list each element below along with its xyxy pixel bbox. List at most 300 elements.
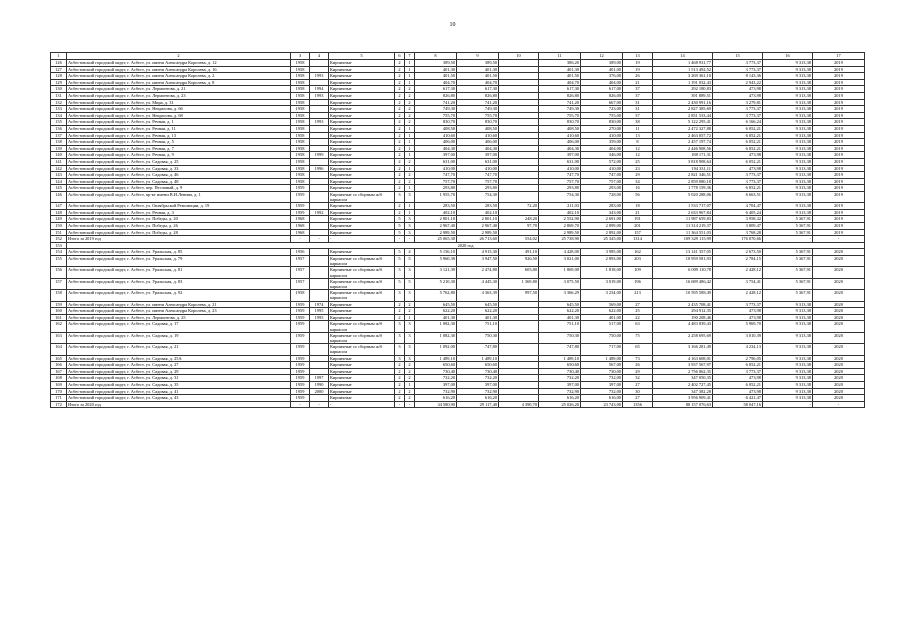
table-cell: 4 915,30 [457,249,499,256]
table-cell: 397,00 [581,382,623,389]
table-cell [310,355,329,362]
address-cell: Асбестовский городской округ, г. Асбест, ул. Садовая, д. 48 [67,178,291,185]
table-cell: - [329,401,395,408]
table-cell: 2019 [813,79,865,86]
table-cell: 2 691,00 [581,216,623,223]
table-cell: 1993 [310,119,329,126]
column-header: 6 [395,53,405,60]
table-cell: 5 [395,223,405,230]
table-cell: 2 [395,79,405,86]
table-cell: 747,80 [457,344,499,355]
table-cell: 4 483 839,43 [653,321,713,332]
table-cell: 730,40 [457,368,499,375]
table-cell: Кирпичные [329,178,395,185]
table-cell [499,229,539,236]
table-cell: 1959 [291,395,310,402]
table-cell: 190 208,46 [653,314,713,321]
table-cell: 213 [623,290,653,301]
table-cell: 404,30 [457,145,499,152]
table-cell: 2 [395,99,405,106]
address-cell: Асбестовский городской округ, г. Асбест, ул. Лермонтова, д. 21 [67,86,291,93]
table-cell: 401,30 [539,314,581,321]
table-cell: 410,60 [457,132,499,139]
table-cell: 293,80 [415,185,457,192]
table-cell: 2 [405,395,415,402]
column-header: 9 [457,53,499,60]
table-cell: 1 082,30 [415,321,457,332]
table-cell: 617,00 [581,86,623,93]
table-cell [310,344,329,355]
row-number: 129 [51,79,67,86]
table-cell: 1 778 159,36 [653,185,713,192]
column-header: 12 [581,53,623,60]
table-cell: 1958 [291,73,310,80]
address-cell: Асбестовский городской округ, г. Асбест, ул. Некрасова, д. 68 [67,112,291,119]
table-cell: 157 [623,229,653,236]
row-number: 140 [51,152,67,159]
table-cell: 408,50 [539,125,581,132]
address-cell: Асбестовский городской округ, г. Асбест, ул. Уральская, д. 85 [67,249,291,256]
table-row [51,112,865,119]
table-cell: 34 580,90 [415,401,457,408]
table-cell: 4 428,00 [539,249,581,256]
column-header: 4 [310,53,329,60]
table-cell: 406,00 [457,139,499,146]
table-cell: 3 773,37 [713,112,763,119]
row-number: 169 [51,382,67,389]
row-number: 133 [51,106,67,113]
table-cell: 517,00 [581,321,623,332]
table-cell: 29 [623,368,653,375]
table-cell: 397,00 [457,382,499,389]
table-cell: 3 947,50 [457,256,499,267]
table-cell [310,145,329,152]
table-cell: 3 [405,229,415,236]
table-cell: 404,70 [415,79,457,86]
table-cell [310,185,329,192]
row-number: 159 [51,301,67,308]
row-number: 148 [51,209,67,216]
table-cell: 34 [623,178,653,185]
address-cell: Асбестовский городской округ, г. Асбест, ул. имени Александра Королева, д. 12 [67,60,291,67]
table-cell: 3 818 908,64 [653,158,713,165]
table-cell: 1 [405,152,415,159]
table-cell: 3 985,00 [581,249,623,256]
row-number: 131 [51,92,67,99]
table-cell: 9 313,38 [763,209,813,216]
table-cell: 347 050,35 [653,375,713,382]
table-cell: 3 [405,321,415,332]
table-row [51,79,865,86]
table-cell [310,112,329,119]
table-cell: 401,00 [581,314,623,321]
table-cell: 749,30 [457,106,499,113]
table-cell: 3 234,00 [581,290,623,301]
table-cell: 751,10 [539,321,581,332]
table-cell: 25 738,90 [539,236,581,243]
table-cell: 2020 [813,278,865,289]
table-cell: 2 989,50 [457,229,499,236]
table-cell: 1 [405,139,415,146]
table-cell: 2019 [813,178,865,185]
table-row [51,375,865,382]
table-cell: 2 [405,308,415,315]
table-cell: 747,00 [581,172,623,179]
table-cell: 2 [405,106,415,113]
table-cell: 830,70 [415,119,457,126]
table-cell: 3 279,81 [713,99,763,106]
table-cell: 747,70 [415,172,457,179]
table-cell: 2 [405,92,415,99]
table-cell: 1995 [310,308,329,315]
table-cell: 9 313,38 [763,60,813,67]
table-cell: 1 955,70 [415,191,457,202]
table-row [51,382,865,389]
table-cell: 5 [395,249,405,256]
table-cell: 1958 [291,60,310,67]
address-cell: Асбестовский городской округ, г. Асбест, ул. Садовая, д. 17 [67,321,291,332]
row-number: 143 [51,172,67,179]
address-cell: Асбестовский городской округ, г. Асбест, ул. Садовая, д. 33 [67,165,291,172]
table-cell: 9 313,38 [763,395,813,402]
table-cell: 2 [405,112,415,119]
table-cell: 386,20 [539,60,581,67]
table-cell: 2019 [813,112,865,119]
table-cell: 3 773,37 [713,178,763,185]
row-number: 170 [51,388,67,395]
table-cell: 1959 [291,368,310,375]
table-cell: 25 026,20 [539,401,581,408]
table-cell: 27 [623,382,653,389]
table-cell: 2 [395,185,405,192]
table-cell [310,106,329,113]
table-cell [310,368,329,375]
column-header: 10 [499,53,539,60]
table-cell: Кирпичные [329,139,395,146]
table-cell: 741,20 [415,99,457,106]
table-row [51,368,865,375]
table-cell: 1 191 032,43 [653,79,713,86]
address-cell: Асбестовский городской округ, г. Асбест, ул. Речная, д. 7 [67,145,291,152]
table-cell: 9 313,38 [763,158,813,165]
table-cell: 1958 [291,290,310,301]
address-cell: Асбестовский городской округ, г. Асбест, ул. Победы, д. 20 [67,216,291,223]
table-cell: 2 435 708,41 [653,301,713,308]
table-cell: 9 313,38 [763,79,813,86]
table-cell: 9 313,38 [763,99,813,106]
table-cell: 12 [623,145,653,152]
table-cell: 830,00 [581,119,623,126]
table-cell: 1 489,10 [539,355,581,362]
table-cell: 826,00 [581,92,623,99]
table-cell: Кирпичные [329,60,395,67]
table-cell: 9 313,38 [763,145,813,152]
page-number: 10 [449,22,456,28]
table-row [51,314,865,321]
table-cell: 1958 [291,79,310,86]
row-number: 152 [51,236,67,243]
table-cell: 617,30 [415,86,457,93]
table-cell [499,73,539,80]
table-cell [499,375,539,382]
table-cell [310,256,329,267]
table-cell: 732,20 [415,375,457,382]
table-cell: 2 [405,158,415,165]
table-cell: 2 [395,314,405,321]
table-cell [499,86,539,93]
table-cell: - [405,401,415,408]
table-cell: 1 369,80 [499,278,539,289]
table-cell: 3 773,37 [713,106,763,113]
table-cell: 9 313,38 [763,203,813,210]
table-cell: 2019 [813,139,865,146]
table-cell: 723,00 [581,106,623,113]
table-cell: 2019 [813,145,865,152]
table-cell: 1 [405,79,415,86]
table-row [51,152,865,159]
table-cell: 6 052,21 [713,158,763,165]
table-cell: 2 [395,203,405,210]
table-cell: 9 313,38 [763,301,813,308]
table-cell: 283,00 [581,203,623,210]
table-cell: Кирпичные со сборным ж/б каркасом [329,278,395,289]
table-cell: 2019 [813,92,865,99]
table-cell: 2 [395,132,405,139]
table-cell: 1 [405,60,415,67]
table-cell: 397,00 [415,382,457,389]
table-row [51,106,865,113]
table-cell: 29 117,40 [457,401,499,408]
table-cell: 5 [405,278,415,289]
table-cell: 72,20 [499,203,539,210]
table-cell: 402,10 [415,209,457,216]
table-cell: 37 [623,92,653,99]
table-cell: 3 773,37 [713,66,763,73]
table-cell: 2000 [310,388,329,395]
table-cell [310,125,329,132]
table-cell: 1959 [291,314,310,321]
table-cell [499,355,539,362]
row-number: 127 [51,66,67,73]
row-number: 149 [51,216,67,223]
table-cell [310,172,329,179]
address-cell: Асбестовский городской округ, г. Асбест, ул. Садовая, д. 25 [67,158,291,165]
table-row [51,355,865,362]
table-cell: 754,30 [539,191,581,202]
address-cell: Асбестовский городской округ, г. Асбест, ул. Речная, д. 13 [67,132,291,139]
row-number: 155 [51,256,67,267]
table-cell: 25 065,30 [415,236,457,243]
table-cell: 1968 [291,229,310,236]
table-cell: 1959 [291,362,310,369]
table-cell: 6 405,24 [713,209,763,216]
table-row [51,73,865,80]
table-cell: 757,70 [457,178,499,185]
table-cell: 1959 [291,321,310,332]
table-cell: 1 489,00 [581,355,623,362]
table-cell: Кирпичные [329,125,395,132]
table-cell: 16 689 486,42 [653,278,713,289]
table-cell: 9 313,38 [763,92,813,99]
table-cell: 3 768,28 [713,229,763,236]
table-cell: 2019 [813,106,865,113]
table-cell: 622,20 [539,308,581,315]
table-cell: 9 313,38 [763,66,813,73]
table-cell: 741,20 [539,99,581,106]
address-cell: Асбестовский городской округ, г. Асбест, ул. Уральская, д. 83 [67,278,291,289]
table-cell: Кирпичные [329,119,395,126]
address-cell: Асбестовский городской округ, г. Асбест, ул. Лермонтова, д. 25 [67,314,291,321]
table-cell: 2019 [813,223,865,230]
row-number: 156 [51,267,67,278]
table-cell: 56 [623,191,653,202]
table-cell: 25 345,00 [581,236,623,243]
table-row [51,388,865,395]
table-cell: 473,98 [713,314,763,321]
table-cell: 3 010,39 [713,332,763,343]
table-cell: 830,70 [539,119,581,126]
row-number: 141 [51,158,67,165]
table-cell: 1 533 717,07 [653,203,713,210]
table-cell: 2019 [813,152,865,159]
table-cell: 4 704,47 [713,203,763,210]
table-cell: 404,70 [539,79,581,86]
table-cell: 757,70 [415,178,457,185]
table-cell: 4 390,70 [499,401,539,408]
column-header: 7 [405,53,415,60]
table-cell: 757,00 [581,178,623,185]
table-cell: 6 421,47 [713,395,763,402]
table-cell: 2 [405,99,415,106]
table-row [51,119,865,126]
table-cell: 1958 [291,92,310,99]
row-number: 138 [51,139,67,146]
address-cell: Асбестовский городской округ, г. Асбест, ул. Садовая, д. 31 [67,375,291,382]
table-cell: 1957 [291,278,310,289]
table-cell [310,191,329,202]
table-cell: Кирпичные [329,216,395,223]
table-cell: 2 474,80 [457,267,499,278]
row-number: 166 [51,362,67,369]
table-cell: Кирпичные [329,395,395,402]
table-cell: 2 [395,382,405,389]
table-cell: 2020 [813,308,865,315]
table-cell: 2 801,10 [457,216,499,223]
table-cell: 751,10 [457,321,499,332]
row-number: 168 [51,375,67,382]
table-cell: 2019 [813,191,865,202]
table-cell: 754,30 [457,191,499,202]
table-row [51,145,865,152]
table-cell: 9 313,38 [763,132,813,139]
table-cell [310,223,329,230]
table-cell: 730,40 [539,368,581,375]
table-cell: 616,20 [415,395,457,402]
table-cell: 617,30 [457,86,499,93]
table-cell: 293,80 [539,185,581,192]
table-cell: 283,50 [415,203,457,210]
table-cell: 32 [623,375,653,382]
table-cell: 5 960,39 [415,256,457,267]
table-cell: 401,30 [415,314,457,321]
table-cell [310,321,329,332]
table-cell: 1968 [291,223,310,230]
table-cell: 2019 [813,66,865,73]
table-cell: 730,40 [415,368,457,375]
table-cell: 1 [405,165,415,172]
row-number: 145 [51,185,67,192]
table-cell: 1959 [291,209,310,216]
table-cell: 9 313,38 [763,368,813,375]
table-row [51,267,865,278]
table-cell: 3 021,00 [539,256,581,267]
table-cell: Кирпичные [329,172,395,179]
address-cell: Асбестовский городской округ, г. Асбест, ул. имени Александра Королева, д. 2 [67,73,291,80]
table-cell: 2 [395,66,405,73]
table-cell: 30 [623,388,653,395]
table-cell: 2 989,50 [539,229,581,236]
table-cell [499,79,539,86]
address-cell: Асбестовский городской округ, г. Асбест, ул. Садовая, д. 41 [67,388,291,395]
table-cell: 397,00 [539,382,581,389]
table-cell: Кирпичные [329,112,395,119]
address-cell: Асбестовский городской округ, г. Асбест, ул. Речная, д. 11 [67,125,291,132]
table-cell [499,92,539,99]
table-cell: 826,80 [415,92,457,99]
table-cell: 13 [623,132,653,139]
table-cell: 2019 [813,132,865,139]
address-cell: Асбестовский городской округ, г. Асбест, ул. Мира, д. 31 [67,99,291,106]
table-cell: Кирпичные со сборным ж/б каркасом [329,290,395,301]
table-cell: 9 313,38 [763,332,813,343]
table-row [51,132,865,139]
table-cell: 2019 [813,125,865,132]
table-cell: 3 075,50 [539,278,581,289]
table-cell [499,382,539,389]
table-cell: 2 [405,301,415,308]
table-cell: - [395,236,405,243]
table-row [51,321,865,332]
table-cell: Кирпичные [329,308,395,315]
table-cell [499,112,539,119]
table-cell: 9 313,38 [763,362,813,369]
table-cell: Кирпичные [329,301,395,308]
address-cell: Асбестовский городской округ, г. Асбест, ул. Уральская, д. 79 [67,256,291,267]
table-cell: 631,00 [539,158,581,165]
table-cell: 3 [405,355,415,362]
table-cell: 6 052,21 [713,382,763,389]
table-cell [310,66,329,73]
table-cell: 473,98 [713,388,763,395]
address-cell: Асбестовский городской округ, г. Асбест, ул. Садовая, д. 43 [67,395,291,402]
table-cell [499,125,539,132]
table-row [51,256,865,267]
row-number: 144 [51,178,67,185]
table-cell: 1958 [291,172,310,179]
table-cell: 616,20 [539,395,581,402]
table-cell: 732,00 [581,388,623,395]
table-cell: 1 468 931,77 [653,60,713,67]
table-cell: 1959 [291,191,310,202]
table-cell: 1959 [291,382,310,389]
table-cell: 997,50 [499,290,539,301]
table-cell: Кирпичные [329,314,395,321]
table-cell [499,165,539,172]
table-cell: 21 [623,79,653,86]
table-cell: 1 [405,185,415,192]
table-cell: 2 851 533,44 [653,112,713,119]
table-cell: 404,30 [539,145,581,152]
